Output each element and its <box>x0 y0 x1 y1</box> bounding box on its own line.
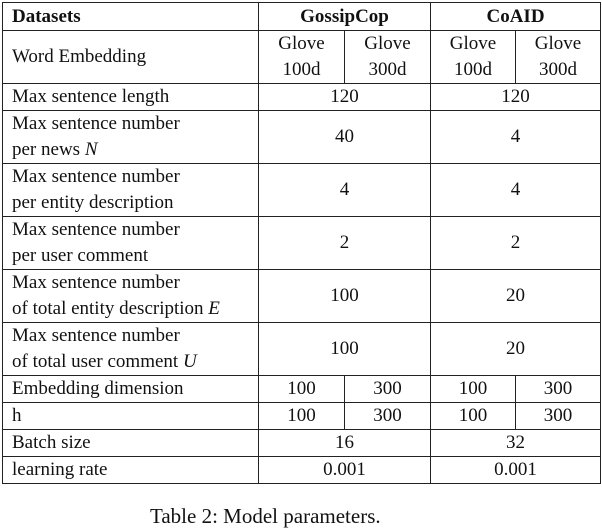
coaid-value: 0.001 <box>431 457 601 484</box>
value-cell: 300 <box>345 403 431 430</box>
gossipcop-value: 120 <box>259 84 431 111</box>
value-cell: 100 <box>259 376 345 403</box>
learning-rate-row <box>3 457 601 484</box>
row-label: Max sentence number of total entity description E <box>3 270 259 323</box>
value-cell: 100 <box>431 376 516 403</box>
coaid-value: 20 <box>431 323 601 376</box>
row-label: Embedding dimension <box>3 376 259 403</box>
max-sentence-number-news-row <box>3 111 601 164</box>
gossipcop-value: 100 <box>259 270 431 323</box>
coaid-value: 2 <box>431 217 601 270</box>
row-label: Word Embedding <box>3 31 259 84</box>
gossipcop-value: 4 <box>259 164 431 217</box>
header-row <box>3 3 601 31</box>
coaid-value: 20 <box>431 270 601 323</box>
value-cell: 300 <box>345 376 431 403</box>
coaid-header: CoAID <box>431 3 601 31</box>
max-sentence-number-total-comment-row <box>3 323 601 376</box>
table-caption: Table 2: Model parameters. <box>150 504 381 528</box>
gossipcop-value: 16 <box>259 430 431 457</box>
embedding-dimension-row <box>3 376 601 403</box>
parameters-table <box>2 2 601 484</box>
row-label: Max sentence number of total user comment U <box>3 323 259 376</box>
max-sentence-number-comment-row <box>3 217 601 270</box>
coaid-value: 32 <box>431 430 601 457</box>
max-sentence-number-total-entity-row <box>3 270 601 323</box>
coaid-value: 4 <box>431 111 601 164</box>
embedding-cell: Glove 300d <box>516 31 601 84</box>
word-embedding-row <box>3 31 601 84</box>
gossipcop-value: 100 <box>259 323 431 376</box>
row-label: h <box>3 403 259 430</box>
embedding-cell: Glove 100d <box>259 31 345 84</box>
row-label: Max sentence number per news N <box>3 111 259 164</box>
coaid-value: 120 <box>431 84 601 111</box>
row-label: Max sentence number per user comment <box>3 217 259 270</box>
gossipcop-header: GossipCop <box>259 3 431 31</box>
max-sentence-number-entity-row <box>3 164 601 217</box>
embedding-cell: Glove 100d <box>431 31 516 84</box>
row-label: Batch size <box>3 430 259 457</box>
datasets-header: Datasets <box>3 3 259 31</box>
gossipcop-value: 2 <box>259 217 431 270</box>
value-cell: 100 <box>431 403 516 430</box>
gossipcop-value: 40 <box>259 111 431 164</box>
value-cell: 300 <box>516 403 601 430</box>
row-label: Max sentence number per entity description <box>3 164 259 217</box>
row-label: learning rate <box>3 457 259 484</box>
value-cell: 300 <box>516 376 601 403</box>
gossipcop-value: 0.001 <box>259 457 431 484</box>
embedding-cell: Glove 300d <box>345 31 431 84</box>
coaid-value: 4 <box>431 164 601 217</box>
batch-size-row <box>3 430 601 457</box>
row-label: Max sentence length <box>3 84 259 111</box>
value-cell: 100 <box>259 403 345 430</box>
h-row <box>3 403 601 430</box>
max-sentence-length-row <box>3 84 601 111</box>
